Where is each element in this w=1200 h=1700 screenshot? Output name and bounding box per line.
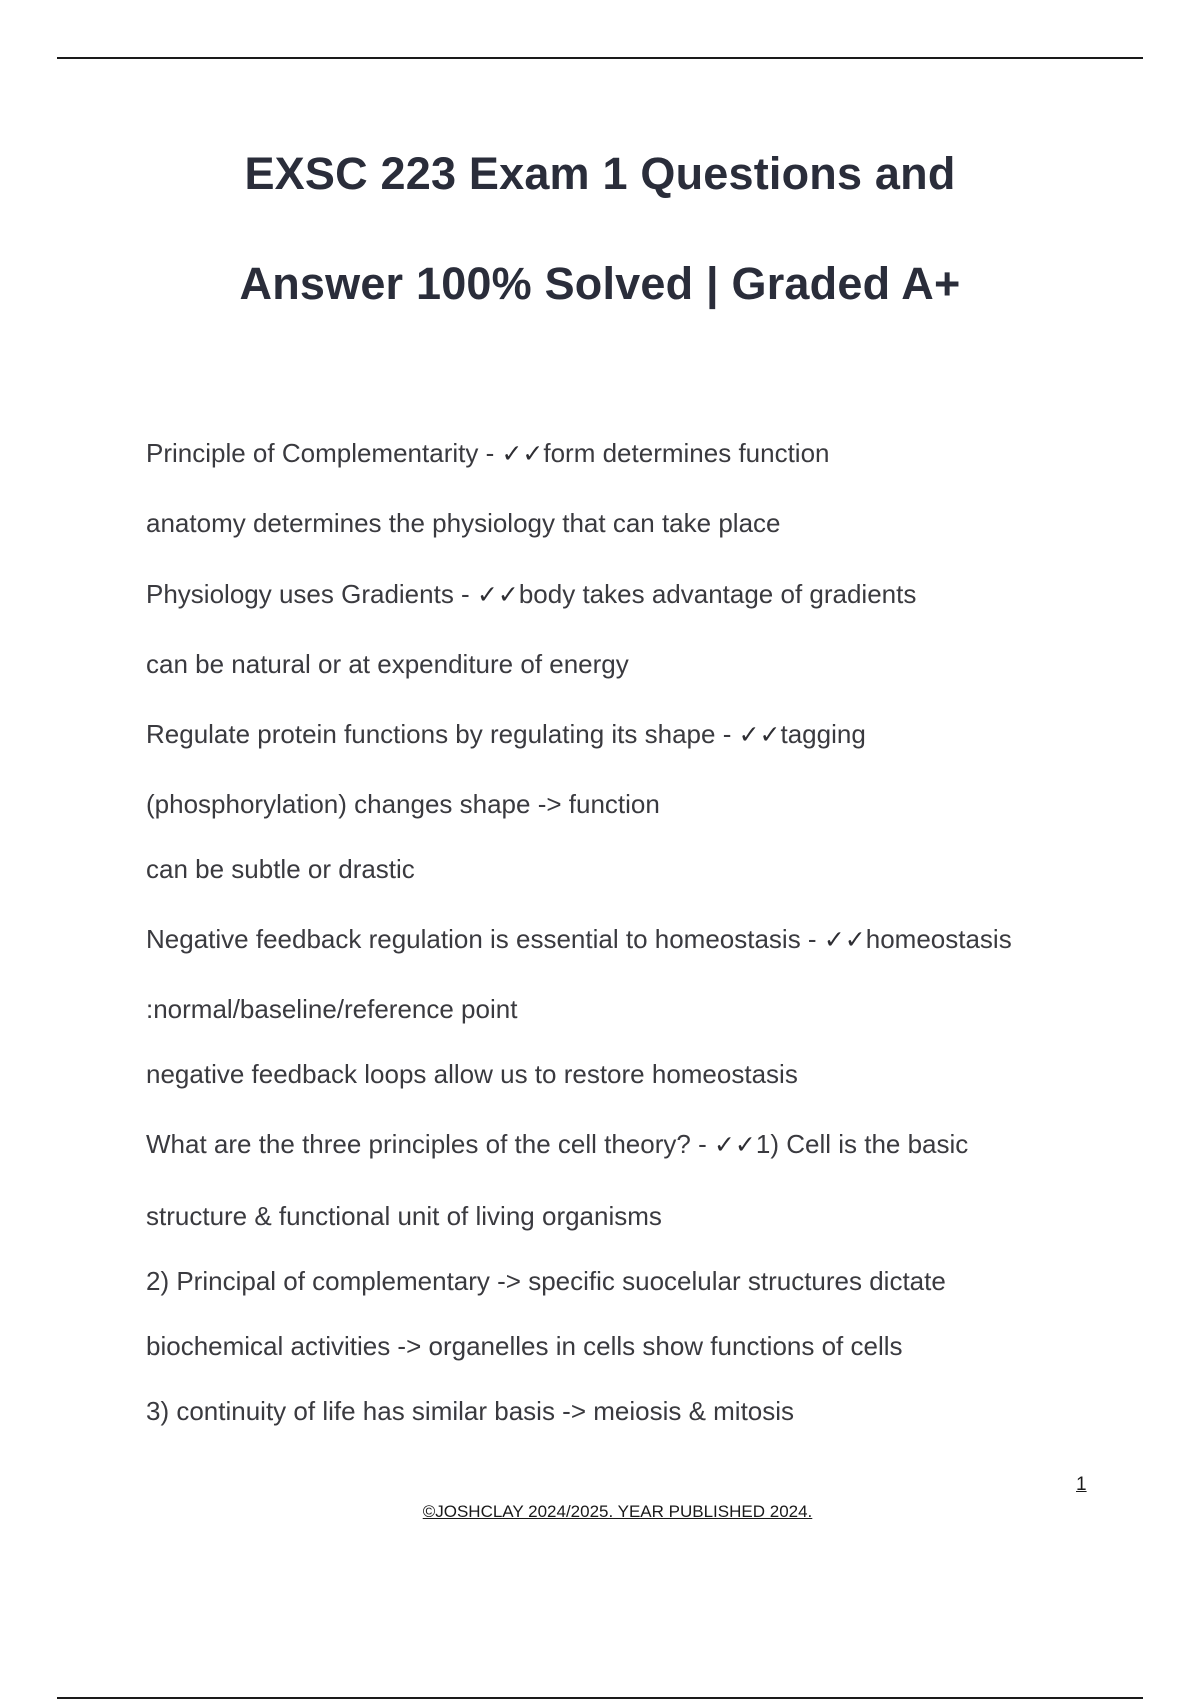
check-marks: ✓✓ [738, 720, 781, 749]
check-marks: ✓✓ [823, 925, 866, 954]
check-marks: ✓✓ [476, 580, 519, 609]
copyright-footer: ©JOSHCLAY 2024/2025. YEAR PUBLISHED 2024. [422, 1502, 813, 1521]
text-line-1: Principle of Complementarity - ✓✓form determines function [146, 438, 830, 468]
text-line-14: biochemical activities -> organelles in cells show functions of cells [146, 1331, 903, 1361]
top-rule [57, 57, 1143, 59]
document-title-line-1: EXSC 223 Exam 1 Questions and [244, 148, 956, 199]
text-line-4: can be natural or at expenditure of energy [146, 649, 629, 679]
text-line-7: can be subtle or drastic [146, 854, 415, 884]
text-line-6: (phosphorylation) changes shape -> function [146, 789, 660, 819]
text-line-12: structure & functional unit of living organisms [146, 1201, 662, 1231]
text-line-11: What are the three principles of the cell theory? - ✓✓1) Cell is the basic [146, 1129, 969, 1159]
text-line-13: 2) Principal of complementary -> specific suocelular structures dictate [146, 1266, 946, 1296]
document-title-line-2: Answer 100% Solved | Graded A+ [239, 258, 961, 309]
page-number: 1 [1076, 1474, 1087, 1495]
text-line-2: anatomy determines the physiology that can take place [146, 508, 781, 538]
check-marks: ✓✓ [501, 439, 544, 468]
text-line-15: 3) continuity of life has similar basis -> meiosis & mitosis [146, 1396, 795, 1426]
check-marks: ✓✓ [713, 1130, 756, 1159]
bottom-rule [57, 1697, 1143, 1699]
text-line-3: Physiology uses Gradients - ✓✓body takes advantage of gradients [146, 579, 917, 609]
text-line-5: Regulate protein functions by regulating its shape - ✓✓tagging [146, 719, 866, 749]
text-line-10: negative feedback loops allow us to restore homeostasis [146, 1059, 798, 1089]
text-line-8: Negative feedback regulation is essential to homeostasis - ✓✓homeostasis [146, 924, 1012, 954]
text-line-9: :normal/baseline/reference point [146, 994, 518, 1024]
